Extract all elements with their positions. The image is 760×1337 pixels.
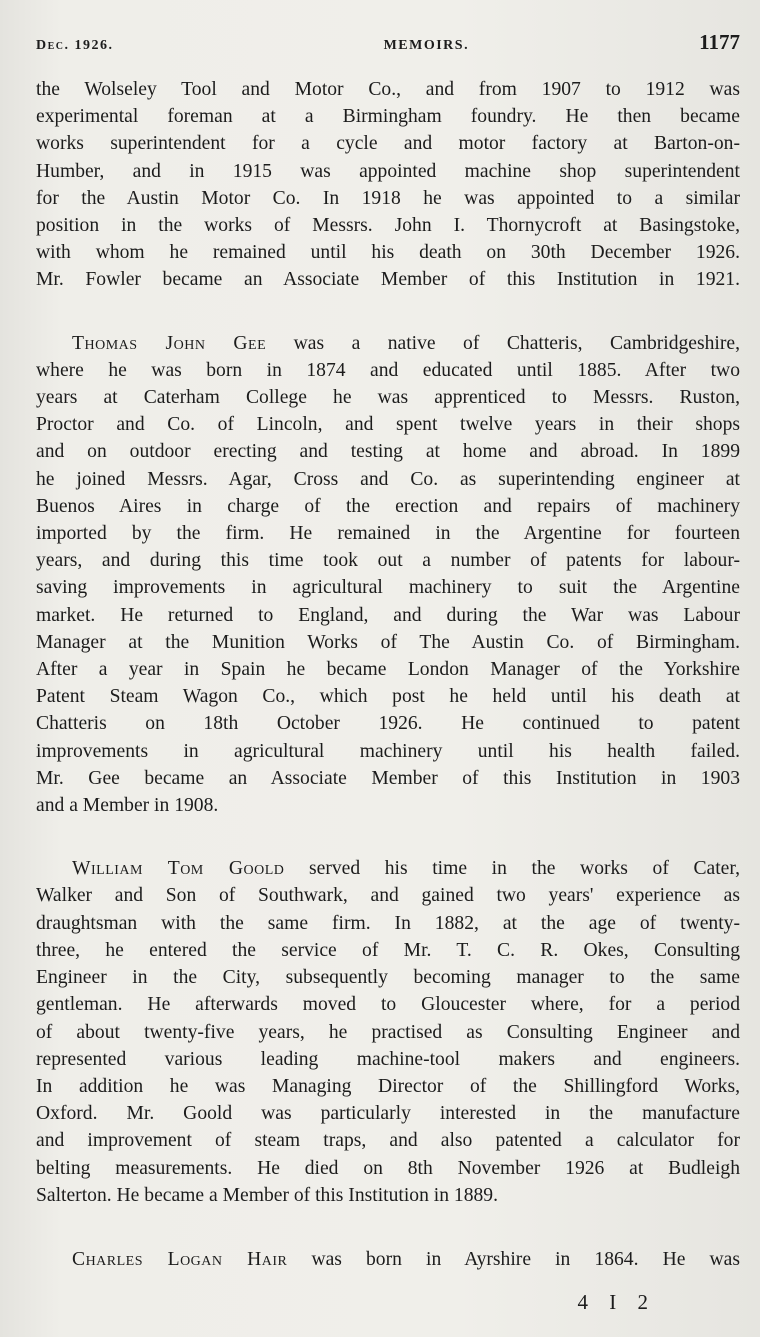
text-line: of about twenty-five years, he practised as Consulting Engineer and	[36, 1021, 740, 1043]
text-line: three, he entered the service of Mr. T. C. R. Okes, Consulting	[36, 939, 740, 961]
text-line: and improvement of steam traps, and also patented a calculator for	[36, 1130, 740, 1152]
text-line: Buenos Aires in charge of the erection and repairs of machinery	[36, 495, 740, 517]
text-line: he joined Messrs. Agar, Cross and Co. as superintending engineer at	[36, 468, 740, 490]
text-line: Engineer in the City, subsequently becoming manager to the same	[36, 967, 740, 989]
text-line: saving improvements in agricultural machinery to suit the Argentine	[36, 577, 740, 599]
text-line: market. He returned to England, and during the War was Labour	[36, 604, 740, 626]
memoir-name: William Tom Goold	[72, 858, 285, 880]
memoir-name: Thomas John Gee	[72, 332, 267, 354]
first-line-text: was born in Ayrshire in 1864. He was	[287, 1248, 740, 1270]
running-head	[36, 30, 740, 62]
text-line: improvements in agricultural machinery until his health failed.	[36, 740, 740, 762]
text-line: with whom he remained until his death on 30th December 1926.	[36, 242, 740, 264]
text-line: years at Caterham College he was apprenticed to Messrs. Ruston,	[36, 387, 740, 409]
text-line-first	[36, 855, 740, 882]
text-line-first	[36, 330, 740, 357]
text-line: gentleman. He afterwards moved to Gloucester where, for a period	[36, 994, 740, 1016]
page-number: 1177	[699, 30, 740, 54]
header-section-title: MEMOIRS.	[383, 38, 470, 53]
text-line: where he was born in 1874 and educated until 1885. After two	[36, 359, 740, 381]
memoir-thomas-john-gee	[36, 330, 740, 820]
text-line: belting measurements. He died on 8th November 1926 at Budleigh	[36, 1157, 740, 1179]
memoir-name: Charles Logan Hair	[72, 1248, 288, 1270]
text-line: draughtsman with the same firm. In 1882, at the age of twenty-	[36, 912, 740, 934]
paragraph-gap	[36, 294, 740, 330]
text-line: Humber, and in 1915 was appointed machine shop superintendent	[36, 160, 740, 182]
memoir-charles-logan-hair	[36, 1246, 740, 1273]
text-line: for the Austin Motor Co. In 1918 he was appointed to a similar	[36, 187, 740, 209]
text-line: the Wolseley Tool and Motor Co., and from 1907 to 1912 was	[36, 79, 740, 100]
header-date: Dec. 1926.	[36, 38, 114, 53]
text-line: experimental foreman at a Birmingham foundry. He then became	[36, 106, 740, 128]
text-line: years, and during this time took out a number of patents for labour-	[36, 550, 740, 572]
text-line: In addition he was Managing Director of the Shillingford Works,	[36, 1075, 740, 1097]
first-line-text: served his time in the works of Cater,	[284, 858, 741, 880]
text-line-first	[36, 1246, 740, 1273]
memoir-william-tom-goold	[36, 855, 740, 1209]
text-line: and on outdoor erecting and testing at home and abroad. In 1899	[36, 441, 740, 463]
paragraph-gap	[36, 819, 740, 855]
text-line: After a year in Spain he became London Manager of the Yorkshire	[36, 659, 740, 681]
text-line: Walker and Son of Southwark, and gained two years' experience as	[36, 885, 740, 907]
text-line: Mr. Fowler became an Associate Member of this Institution in 1921.	[36, 269, 740, 291]
text-line: Chatteris on 18th October 1926. He continued to patent	[36, 713, 740, 735]
paragraph-gap	[36, 1209, 740, 1246]
text-line: works superintendent for a cycle and motor factory at Barton-on-	[36, 133, 740, 155]
text-line: Proctor and Co. of Lincoln, and spent twelve years in their shops	[36, 414, 740, 436]
text-line: Manager at the Munition Works of The Austin Co. of Birmingham.	[36, 631, 740, 653]
text-line: and a Member in 1908.	[36, 795, 219, 817]
text-line: Mr. Gee became an Associate Member of this Institution in 1903	[36, 767, 740, 789]
text-line: imported by the firm. He remained in the Argentine for fourteen	[36, 523, 740, 545]
text-line: position in the works of Messrs. John I. Thornycroft at Basingstoke,	[36, 215, 740, 237]
text-line: represented various leading machine-tool makers and engineers.	[36, 1048, 740, 1070]
text-line: Patent Steam Wagon Co., which post he held until his death at	[36, 686, 740, 708]
text-line: Salterton. He became a Member of this Institution in 1889.	[36, 1184, 498, 1206]
text-line: Oxford. Mr. Goold was particularly interested in the manufacture	[36, 1103, 740, 1125]
printer-signature-mark: 4 I 2	[577, 1290, 656, 1314]
memoir-fowler-continuation	[36, 76, 740, 294]
first-line-text: was a native of Chatteris, Cambridgeshire,	[266, 332, 740, 354]
